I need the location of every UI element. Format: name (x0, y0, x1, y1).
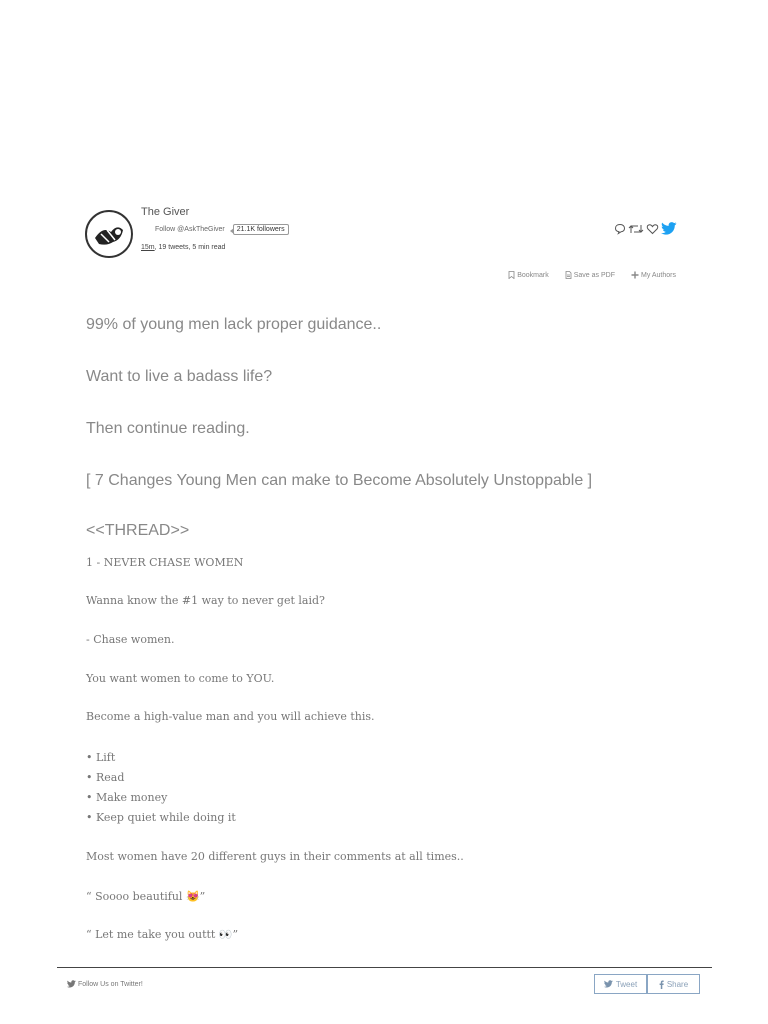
share-buttons (594, 974, 700, 994)
retweet-icon[interactable] (628, 223, 644, 235)
bullet-list (86, 748, 706, 828)
list-item: • Lift (86, 751, 116, 765)
tweet-actions (614, 222, 677, 235)
heart-icon[interactable] (646, 223, 659, 235)
follow-us-link[interactable] (67, 980, 143, 988)
my-authors-label: My Authors (640, 271, 676, 279)
paragraph: Most women have 20 different guys in their comments at all times.. (86, 850, 464, 864)
list-item: • Read (86, 771, 125, 785)
list-item: • Keep quiet while doing it (86, 811, 236, 825)
intro-line: <<THREAD>> (86, 522, 190, 539)
follow-row (155, 224, 289, 235)
tweet-label: Tweet (615, 979, 638, 989)
quote: “ Let me take you outtt 👀” (86, 928, 239, 942)
twitter-bird-icon[interactable] (661, 222, 677, 235)
comment-icon[interactable] (614, 223, 626, 235)
thread-meta (141, 244, 225, 251)
paragraph: - Chase women. (86, 632, 175, 646)
time-ago-link[interactable]: 15m (141, 244, 155, 251)
facebook-icon (659, 980, 664, 989)
facebook-share-button[interactable] (647, 974, 700, 994)
author-name[interactable]: The Giver (141, 206, 190, 218)
bookmark-button[interactable] (508, 271, 549, 279)
thread-header (85, 204, 685, 264)
follow-link[interactable]: Follow @AskTheGiver (155, 226, 225, 233)
section-title: 1 - NEVER CHASE WOMEN (86, 556, 244, 569)
intro-line: [ 7 Changes Young Men can make to Become Absolutely Unstoppable ] (86, 472, 593, 489)
footer-bar (57, 967, 712, 1024)
follow-us-label: Follow Us on Twitter! (78, 980, 143, 988)
intro-line: 99% of young men lack proper guidance.. (86, 316, 382, 333)
paragraph: Wanna know the #1 way to never get laid? (86, 594, 325, 608)
save-pdf-button[interactable] (565, 271, 615, 279)
quote: “ Soooo beautiful 😻” (86, 889, 206, 903)
followers-count-badge: 21.1K followers (233, 224, 289, 235)
document-icon (565, 271, 572, 279)
paragraph: You want women to come to YOU. (86, 671, 275, 685)
avatar-logo-icon (87, 212, 131, 256)
bookmark-label: Bookmark (517, 271, 549, 279)
thread-meta-text: , 19 tweets, 5 min read (154, 244, 226, 251)
list-item: • Make money (86, 791, 168, 805)
intro-line: Then continue reading. (86, 420, 250, 437)
intro-line: Want to live a badass life? (86, 368, 273, 385)
tweet-button[interactable] (594, 974, 647, 994)
thread-content (86, 315, 706, 942)
paragraph: Become a high-value man and you will achieve this. (86, 710, 375, 724)
bookmark-icon (508, 271, 515, 279)
author-avatar[interactable] (85, 210, 133, 258)
twitter-bird-icon (604, 980, 613, 988)
plus-icon (631, 271, 639, 279)
save-pdf-label: Save as PDF (573, 271, 615, 279)
share-label: Share (666, 979, 689, 989)
thread-actions (508, 271, 676, 279)
my-authors-button[interactable] (631, 271, 676, 279)
twitter-bird-icon (67, 980, 76, 988)
